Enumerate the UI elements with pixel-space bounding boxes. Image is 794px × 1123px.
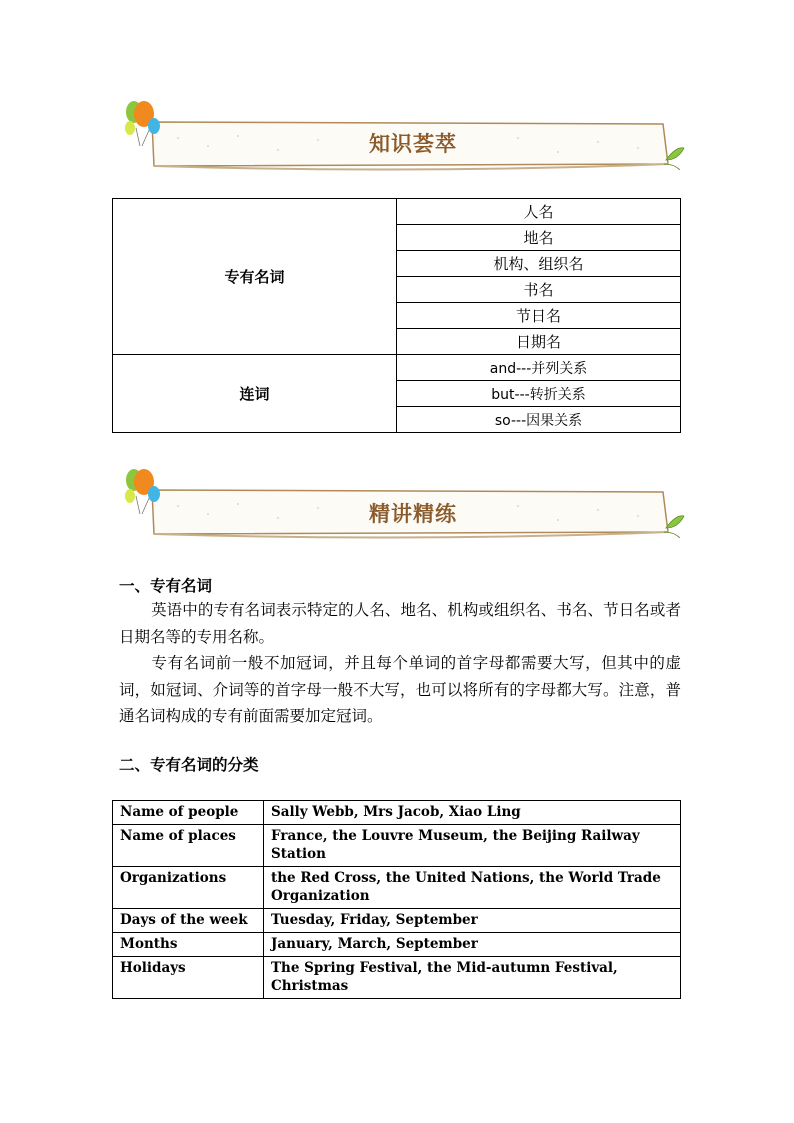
row-value: the Red Cross, the United Nations, the World Trade Organization: [264, 867, 681, 909]
paragraph-text: 英语中的专有名词表示特定的人名、地名、机构或组织名、书名、节日名或者日期名等的专用名称。: [119, 601, 681, 646]
table-row: [113, 933, 681, 957]
table-row: [113, 909, 681, 933]
table-cell: 书名: [397, 277, 681, 303]
banner-knowledge: [118, 98, 686, 178]
row-value: France, the Louvre Museum, the Beijing Railway Station: [264, 825, 681, 867]
row-label: Months: [113, 933, 264, 957]
table-cell: 节日名: [397, 303, 681, 329]
row-value: Sally Webb, Mrs Jacob, Xiao Ling: [264, 801, 681, 825]
category-cell: 专有名词: [113, 199, 397, 355]
banner-title: 精讲精练: [369, 502, 457, 526]
classification-table: [112, 800, 681, 999]
row-label: Name of places: [113, 825, 264, 867]
section-heading: 一、专有名词: [119, 577, 213, 595]
table-row: [113, 867, 681, 909]
row-label: Holidays: [113, 957, 264, 999]
table-cell: 日期名: [397, 329, 681, 355]
row-label: Organizations: [113, 867, 264, 909]
table-cell: but---转折关系: [397, 381, 681, 407]
row-value: January, March, September: [264, 933, 681, 957]
row-label: Days of the week: [113, 909, 264, 933]
banner-title: 知识荟萃: [369, 132, 457, 156]
table-cell: 机构、组织名: [397, 251, 681, 277]
table-cell: and---并列关系: [397, 355, 681, 381]
table-row: [113, 801, 681, 825]
table-row: [113, 957, 681, 999]
row-value: The Spring Festival, the Mid-autumn Festival, Christmas: [264, 957, 681, 999]
section-heading: 二、专有名词的分类: [119, 756, 259, 774]
table-row: [113, 825, 681, 867]
row-value: Tuesday, Friday, September: [264, 909, 681, 933]
paragraph: [119, 597, 681, 650]
row-label: Name of people: [113, 801, 264, 825]
paragraph: [119, 650, 681, 730]
summary-table: [112, 198, 681, 433]
table-cell: so---因果关系: [397, 407, 681, 433]
banner-practice: [118, 466, 686, 546]
table-cell: 地名: [397, 225, 681, 251]
paragraph-text: 专有名词前一般不加冠词，并且每个单词的首字母都需要大写，但其中的虚词，如冠词、介词等的首字母一般不大写，也可以将所有的字母都大写。注意，普通名词构成的专有前面需要加定冠词。: [119, 654, 681, 725]
category-cell: 连词: [113, 355, 397, 433]
table-cell: 人名: [397, 199, 681, 225]
